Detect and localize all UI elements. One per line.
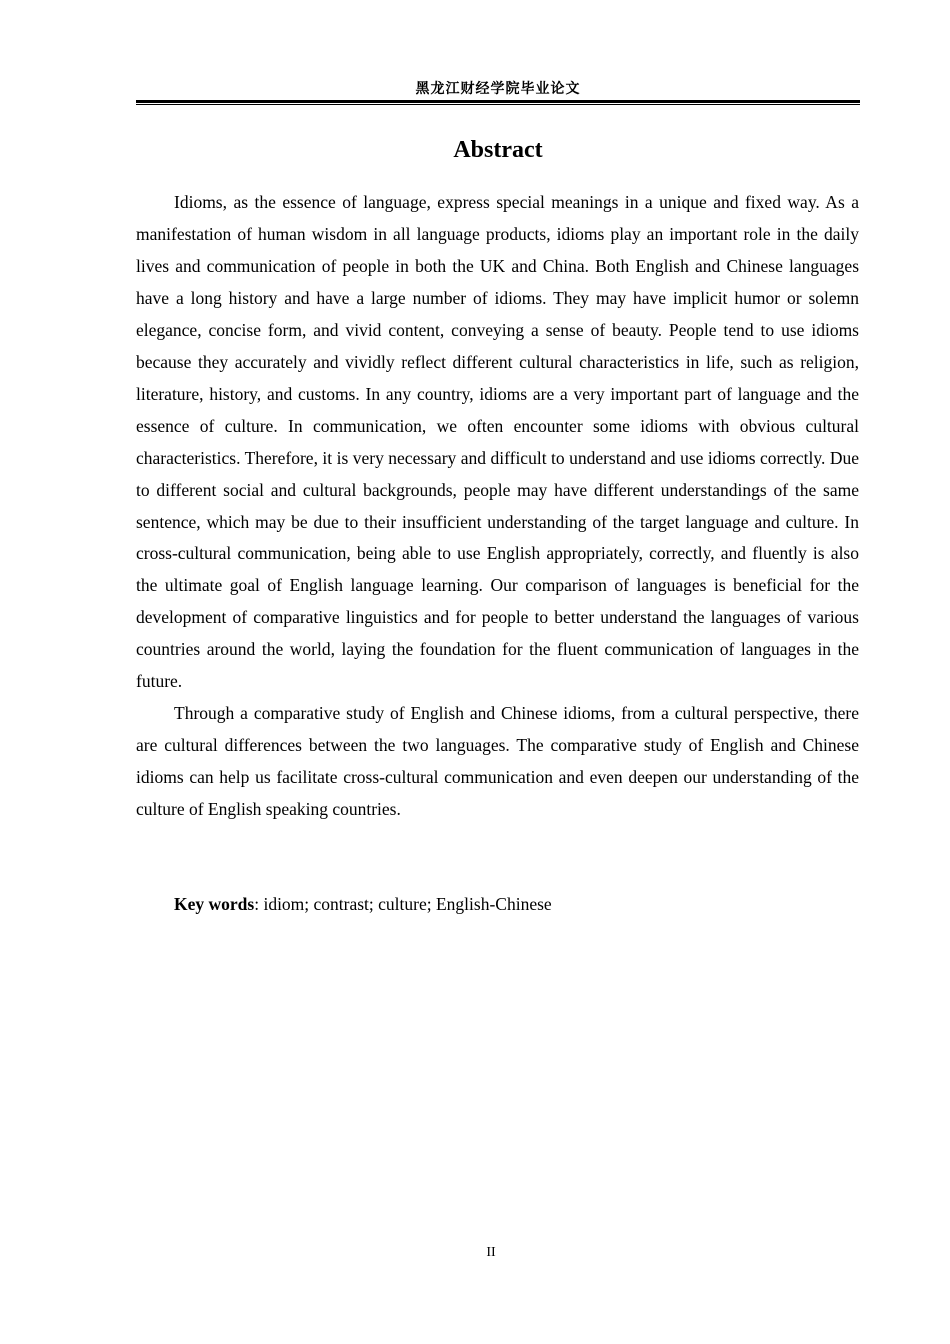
abstract-paragraph-2: Through a comparative study of English and Chinese idioms, from a cultural perspective, there are cultural differences between the two languages. The comparative study of English and Chinese idioms can help us facilitate cross-cultural communication and even deepen our understanding of the culture of English speaking countries. bbox=[136, 703, 859, 820]
running-header: 黑龙江财经学院毕业论文 bbox=[415, 81, 581, 97]
keywords-separator: : bbox=[254, 894, 264, 914]
abstract-title: Abstract bbox=[453, 137, 543, 163]
keywords-text: idiom; contrast; culture; English-Chinese bbox=[263, 894, 552, 914]
abstract-paragraph-1: Idioms, as the essence of language, express special meanings in a unique and fixed way. As a manifestation of human wisdom in all language products, idioms play an important role in the daily lives and communication of people in both the UK and China. Both English and Chinese languages have a long history and have a large number of idioms. They may have implicit humor or solemn elegance, concise form, and vivid content, conveying a sense of beauty. People tend to use idioms because they accurately and vividly reflect different cultural characteristics in life, such as religion, literature, history, and customs. In any country, idioms are a very important part of language and the essence of culture. In communication, we often encounter some idioms with obvious cultural characteristics. Therefore, it is very necessary and difficult to understand and use idioms correctly. Due to different social and cultural backgrounds, people may have different understandings of the same sentence, which may be due to their insufficient understanding of the target language and culture. In cross-cultural communication, being able to use English appropriately, correctly, and fluently is also the ultimate goal of English language learning. Our comparison of languages is beneficial for the development of comparative linguistics and for people to better understand the languages of various countries around the world, laying the foundation for the fluent communication of languages in the future. bbox=[136, 192, 859, 692]
abstract-body bbox=[136, 187, 859, 826]
keywords-label: Key words bbox=[174, 894, 255, 914]
header-rule-thick bbox=[136, 100, 860, 103]
page-number: II bbox=[486, 1245, 496, 1260]
header-rule-thin bbox=[136, 104, 860, 105]
keywords-line bbox=[174, 889, 552, 921]
